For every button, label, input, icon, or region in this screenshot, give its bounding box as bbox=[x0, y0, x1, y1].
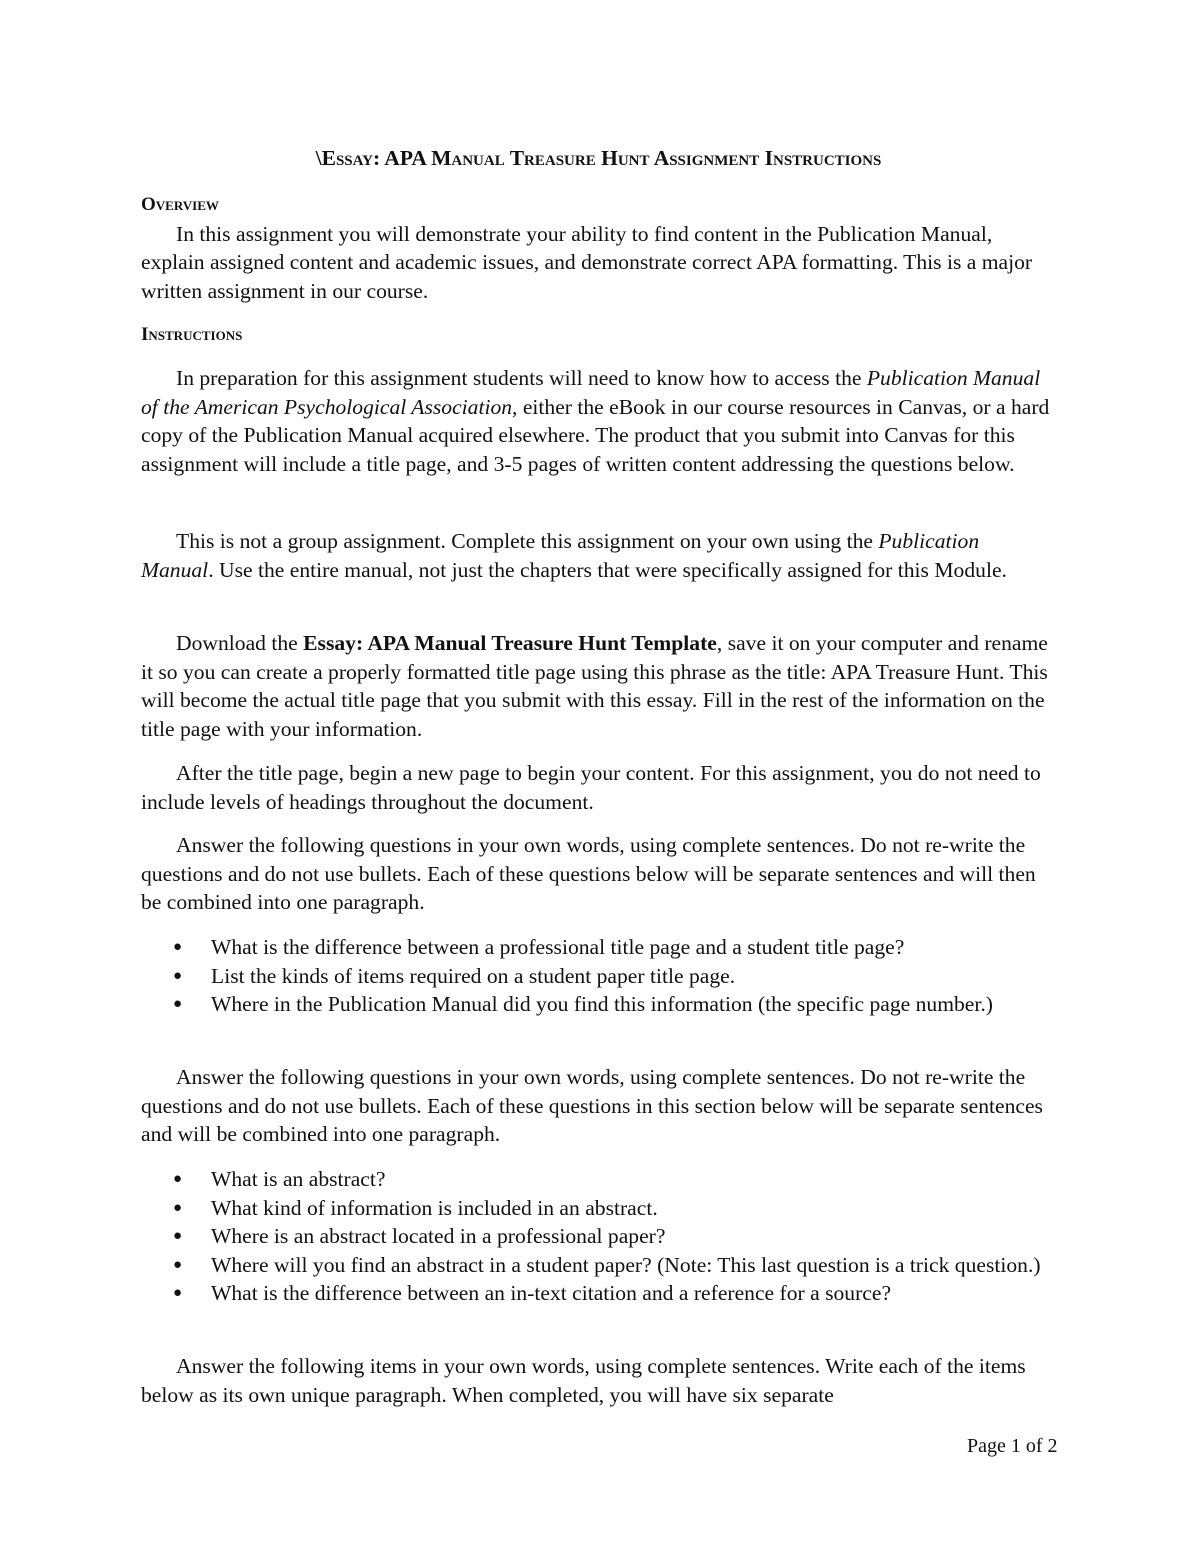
list-item: ● Where will you find an abstract in a student paper? (Note: This last question is a trick question.) bbox=[141, 1251, 1056, 1280]
manual-title-italic: Publication Manual bbox=[141, 529, 980, 582]
paragraph-text: This is not a group assignment. Complete this assignment on your own using the bbox=[176, 529, 879, 553]
list-item: ● What kind of information is included in an abstract. bbox=[141, 1194, 1056, 1223]
overview-text: In this assignment you will demonstrate your ability to find content in the Publication Manual, explain assigned content and academic issues, and demonstrate correct APA formatting. This is a major written assignment in our course. bbox=[141, 221, 1033, 303]
overview-section bbox=[141, 191, 1056, 305]
title-part: I bbox=[759, 146, 773, 170]
paragraph-text: , save it on your computer and rename it so you can create a properly formatted title page using this phrase as the title: APA Treasure Hunt. This will become the actual title page that you submit with this essay. Fill in the rest of the information on the title page with your information. bbox=[141, 631, 1048, 741]
title-part: unt bbox=[617, 146, 650, 170]
list-item: ● Where is an abstract located in a professional paper? bbox=[141, 1222, 1056, 1251]
instructions-paragraph-5: Answer the following questions in your own words, using complete sentences. Do not re-write the questions and do not use bullets. Each of these questions below will be separate sentences and will then be combined into one paragraph. bbox=[141, 833, 1036, 914]
title-part: ssay bbox=[335, 146, 373, 170]
title-part: A bbox=[649, 146, 670, 170]
instructions-paragraph-4: After the title page, begin a new page to begin your content. For this assignment, you do not need to include levels of headings throughout the document. bbox=[141, 761, 1041, 814]
title-part: \E bbox=[315, 146, 336, 170]
title-part: reasure bbox=[524, 146, 596, 170]
list-item: ● What is the difference between a professional title page and a student title page? bbox=[141, 933, 1056, 962]
title-part: anual bbox=[451, 146, 505, 170]
paragraph-text: Download the bbox=[176, 631, 304, 655]
document-title bbox=[141, 144, 1056, 173]
title-part: : APA M bbox=[372, 146, 452, 170]
question-list-2 bbox=[141, 1165, 1056, 1308]
paragraph-text: In preparation for this assignment students will need to know how to access the bbox=[176, 366, 867, 390]
instructions-heading-block bbox=[141, 321, 1056, 350]
list-item: ● What is the difference between an in-text citation and a reference for a source? bbox=[141, 1279, 1056, 1308]
manual-title-italic: Publication Manual of the American Psychological Association, bbox=[141, 366, 1041, 419]
instructions-paragraph-1 bbox=[141, 364, 1056, 478]
question-list-1 bbox=[141, 933, 1056, 1019]
paragraph-text: . Use the entire manual, not just the chapters that were specifically assigned for this Module. bbox=[208, 557, 1007, 582]
paragraph-text: either the eBook in our course resources in Canvas, or a hard copy of the Publication Manual acquired elsewhere. The product that you submit into Canvas for this assignment will include a title page, and 3-5 pages of written content addressing the questions below. bbox=[141, 394, 1050, 476]
list-item: ● Where in the Publication Manual did you find this information (the specific page number.) bbox=[141, 990, 1056, 1019]
list-item: ● List the kinds of items required on a student paper title page. bbox=[141, 962, 1056, 991]
title-part: nstructions bbox=[773, 146, 882, 170]
title-part: ssignment bbox=[669, 146, 760, 170]
instructions-paragraph-6: Answer the following questions in your own words, using complete sentences. Do not re-write the questions and do not use bullets. Each of these questions in this section below will be separate sentences and will be combined into one paragraph. bbox=[141, 1065, 1043, 1146]
page-number: Page 1 of 2 bbox=[967, 1435, 1058, 1457]
list-item: ● What is an abstract? bbox=[141, 1165, 1056, 1194]
instructions-paragraph-3 bbox=[141, 629, 1056, 743]
instructions-paragraph-7: Answer the following items in your own words, using complete sentences. Write each of the items below as its own unique paragraph. When completed, you will have six separate bbox=[141, 1354, 1026, 1407]
overview-heading: Overview bbox=[141, 194, 219, 215]
title-part: T bbox=[504, 146, 525, 170]
template-name-bold: Essay: APA Manual Treasure Hunt Template bbox=[303, 631, 717, 655]
title-part: H bbox=[595, 146, 618, 170]
instructions-paragraph-2 bbox=[141, 527, 1056, 584]
instructions-heading: Instructions bbox=[141, 324, 243, 345]
